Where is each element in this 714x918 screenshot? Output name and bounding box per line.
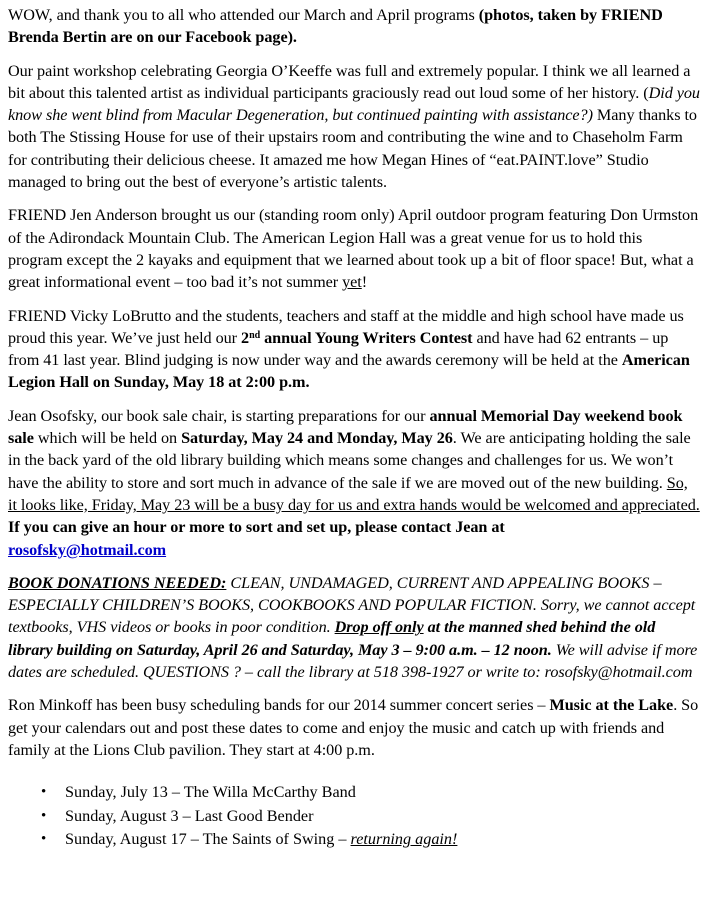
paragraph-april-outdoor-program [8, 204, 700, 293]
text-run: WOW, and thank you to all who attended our March and April programs [8, 6, 479, 24]
bullet-icon: • [41, 807, 47, 824]
list-item-label: Sunday, August 3 – Last Good Bender [65, 806, 314, 825]
list-item-label: Sunday, July 13 – The Willa McCarthy Band [65, 783, 356, 802]
text-run-bold: (photos, taken by FRIEND Brenda Bertin are on our Facebook page). [8, 6, 663, 47]
text-run: FRIEND Jen Anderson brought us our (standing room only) April outdoor program featuring Don Urmston of the Adirondack Mountain Club. The American Legion Hall was a great venue for us to hold this program except the 2 kayaks and equipment that we learned about took up a bit of floor space! But, what a great informational event – too bad it’s not summer [8, 206, 699, 292]
text-run-italic: CLEAN, UNDAMAGED, CURRENT AND APPEALING BOOKS – ESPECIALLY CHILDREN’S BOOKS, COOKBOOKS AND POPULAR FICTION. Sorry, we cannot accept textbooks, VHS videos or books in poor condition. [8, 573, 696, 637]
list-item-emphasis: returning again! [350, 829, 458, 848]
text-run-drop-off-only: Drop off only [334, 618, 424, 637]
text-run: Many thanks to both The Stissing House for use of their upstairs room and contributing the wine and to Chaseholm Farm for contributing their delicious cheese. It amazed me how Megan Hines of “eat.PAINT.love” Studio managed to bring out the best of everyone’s artistic talents. [8, 106, 697, 192]
paragraph-book-sale [8, 405, 700, 561]
bullet-icon: • [41, 830, 47, 847]
text-run-italic: Did you know she went blind from Macular Degeneration, but continued painting with assistance?) [8, 83, 700, 125]
text-run: Our paint workshop celebrating Georgia O’Keeffe was full and extremely popular. I think we all learned a bit about this talented artist as individual participants graciously read out loud some of her history. ( [8, 61, 691, 102]
text-run-bold: If you can give an hour or more to sort and set up, please contact Jean at [8, 518, 505, 537]
text-run-underline: yet [342, 273, 362, 292]
text-run: which will be held on [33, 429, 182, 448]
text-run: Ron Minkoff has been busy scheduling bands for our 2014 summer concert series – [8, 696, 550, 715]
text-run-bold: annual Memorial Day weekend book sale [8, 406, 683, 448]
paragraph-book-donations [8, 572, 700, 683]
text-run-bold: annual Young Writers Contest [260, 328, 473, 347]
list-item [8, 805, 700, 827]
text-run-underline: So, it looks like, Friday, May 23 will be a busy day for us and extra hands would be welcomed and appreciated. [8, 473, 700, 514]
list-item [8, 828, 700, 850]
paragraph-young-writers-contest [8, 305, 700, 394]
list-spacer [8, 772, 700, 781]
text-run: . So get your calendars out and post these dates to come and enjoy the music and catch up with friends and family at the Lions Club pavilion. They start at 4:00 p.m. [8, 696, 699, 759]
text-run-bold [241, 329, 260, 347]
concert-dates-list [8, 781, 700, 850]
paragraph-paint-workshop [8, 60, 700, 194]
text-run-bold: Saturday, May 24 and Monday, May 26 [181, 429, 453, 448]
text-run: Jean Osofsky, our book sale chair, is starting preparations for our [8, 406, 430, 425]
list-item [8, 781, 700, 803]
text-run: ! [361, 273, 368, 292]
paragraph-music-at-the-lake [8, 694, 700, 761]
paragraph-thank-you [8, 4, 700, 49]
text-run: and have had 62 entrants – up from 41 last year. Blind judging is now under way and the awards ceremony will be held at the [8, 328, 669, 370]
text-run-bold: American Legion Hall on Sunday, May 18 at 2:00 p.m. [8, 351, 690, 392]
text-run: . We are anticipating holding the sale in the back yard of the old library building which means some changes and challenges for us. We won’t have the ability to store and sort much in advance of the sale if we are moved out of the new building. [8, 429, 691, 492]
email-link-rosofsky[interactable]: rosofsky@hotmail.com [8, 540, 167, 559]
bullet-icon: • [41, 784, 47, 801]
text-run-italic: We will advise if more dates are scheduled. QUESTIONS ? – call the library at 518 398-1927 or write to: rosofsky@hotmail.com [8, 640, 698, 682]
ordinal-suffix: nd [249, 329, 261, 341]
list-item-label: Sunday, August 17 – The Saints of Swing – [65, 829, 351, 848]
ordinal-number: 2 [241, 328, 250, 347]
text-run-bold-italic: at the manned shed behind the old library building on Saturday, April 26 and Saturday, May 3 – 9:00 a.m. – 12 noon. [8, 618, 656, 659]
heading-book-donations-needed: BOOK DONATIONS NEEDED: [8, 573, 227, 592]
text-run: FRIEND Vicky LoBrutto and the students, teachers and staff at the middle and high school have made us proud this year. We’ve just held our [8, 306, 684, 347]
text-run-bold: Music at the Lake [549, 696, 674, 715]
